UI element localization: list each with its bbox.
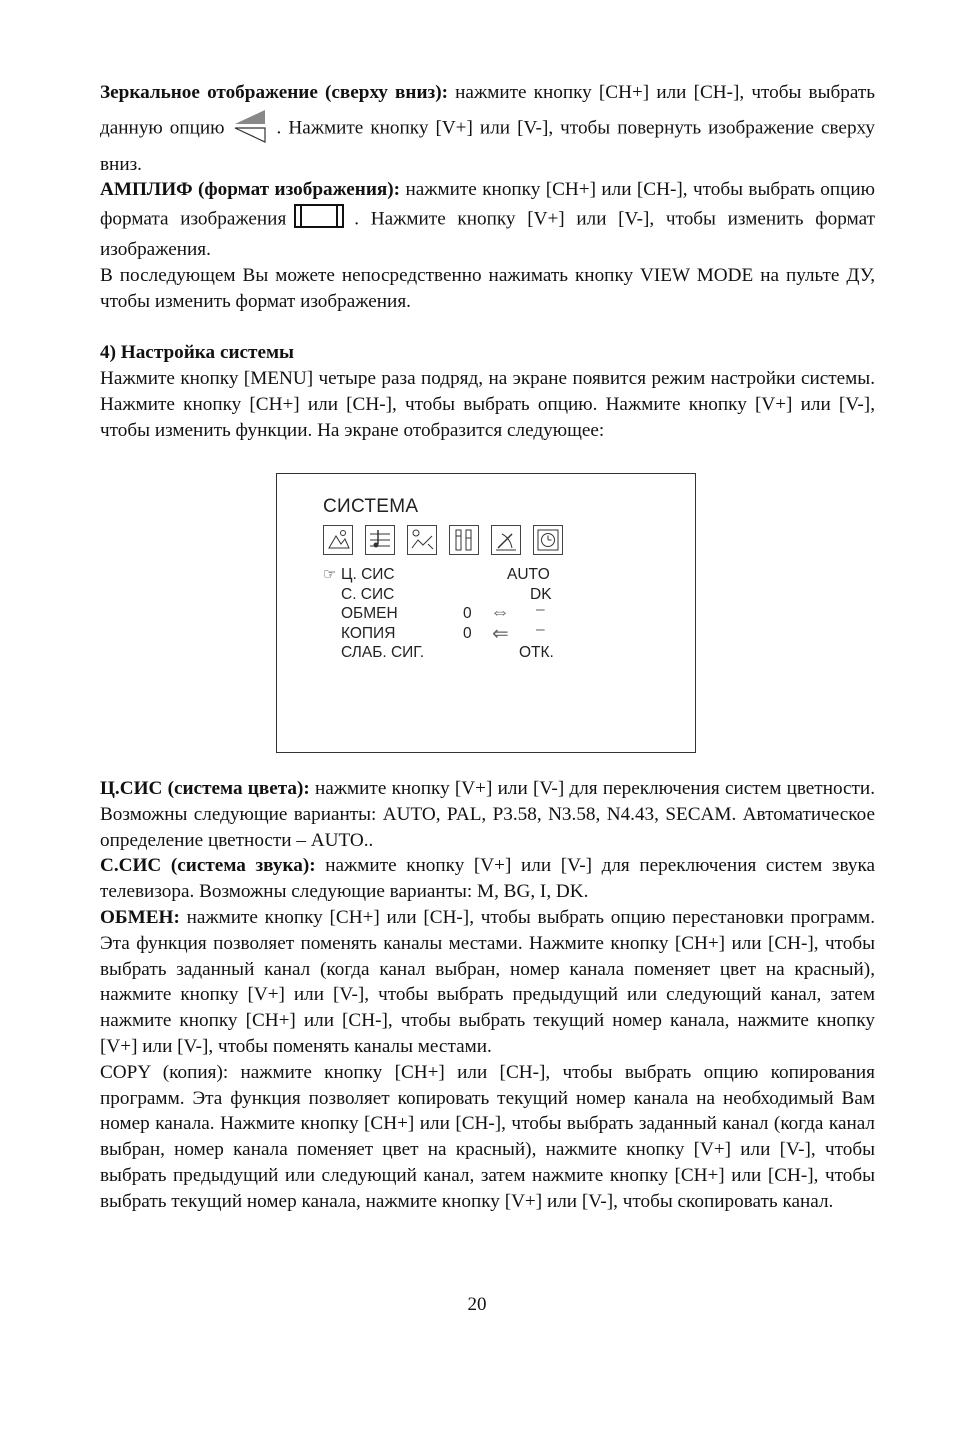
pointer-icon: ☞: [323, 566, 337, 583]
osd-row-value: AUTO: [507, 566, 550, 583]
channel-icon: [491, 525, 521, 555]
osd-title: СИСТЕМА: [323, 496, 419, 517]
text: нажмите кнопку [CH+] или [CH-], чтобы выбрать данную опцию: [100, 82, 875, 139]
osd-row-dash: –: [536, 601, 545, 618]
paragraph-aspect: [100, 177, 875, 262]
osd-row-number: 0: [463, 605, 472, 622]
paragraph-copy: COPY (копия): нажмите кнопку [CH+] или [CH-], чтобы выбрать опцию копирования программ. Эта функция позволяет копировать текущий номер канала на необходимый Вам номер канала. Нажмите кнопку [CH+] или [CH-], чтобы выбрать заданный канал (когда канал выбран, номер канала поменяет цвет на красный), нажмите кнопку [V+] или [V-], чтобы выбрать предыдущий или следующий канал, затем нажмите кнопку [CH+] или [CH-], чтобы выбрать текущий номер канала, нажмите кнопку [V+] или [V-], чтобы скопировать канал.: [100, 1061, 875, 1212]
osd-row-label: ОБМЕН: [341, 605, 398, 622]
osd-row-label: С. СИС: [341, 586, 395, 603]
paragraph-swap: [100, 905, 875, 1060]
paragraph-color-system: [100, 776, 875, 853]
osd-row-value: DK: [530, 586, 552, 603]
page-number: 20: [467, 1294, 487, 1315]
aspect-ratio-icon: [292, 203, 348, 237]
paragraph-mirror: [100, 80, 875, 177]
osd-system-menu: [276, 473, 696, 753]
text: нажмите кнопку [V+] или [V-] для переключения систем звука телевизора. Возможны следующие варианты: M, BG, I, DK.: [100, 855, 875, 903]
section-title: 4) Настройка системы: [100, 342, 295, 364]
term-sound-system: С.СИС (система звука):: [100, 855, 316, 877]
text: нажмите кнопку [CH+] или [CH-], чтобы выбрать опцию формата изображения: [100, 179, 875, 230]
paragraph-sound-system: [100, 853, 875, 905]
picture-icon: [323, 525, 353, 555]
osd-row-label: Ц. СИС: [341, 566, 395, 583]
paragraph-view-mode: В последующем Вы можете непосредственно нажимать кнопку VIEW MODE на пульте ДУ, чтобы изменить формат изображения.: [100, 264, 875, 312]
bottom-text: [100, 776, 875, 1215]
osd-row-label: КОПИЯ: [341, 625, 396, 642]
system-icon: [449, 525, 479, 555]
clock-icon: [533, 525, 563, 555]
osd-row-number: 0: [463, 625, 472, 642]
term-aspect: АМПЛИФ (формат изображения):: [100, 179, 401, 201]
swap-arrow-icon: ⇔: [490, 601, 510, 623]
text: . Нажмите кнопку [V+] или [V-], чтобы изменить формат изображения.: [100, 208, 875, 260]
term-mirror: Зеркальное отображение (сверху вниз):: [100, 82, 449, 103]
term-swap: ОБМЕН:: [100, 906, 180, 928]
text: нажмите кнопку [CH+] или [CH-], чтобы выбрать опцию перестановки программ. Эта функция позволяет поменять каналы местами. Нажмите кнопку [CH+] или [CH-], чтобы выбрать заданный канал (когда канал выбран, номер канала поменяет цвет на красный), нажмите кнопку [V+] или [V-], чтобы выбрать предыдущий или следующий канал, затем нажмите кнопку [CH+] или [CH-], чтобы выбрать текущий номер канала, нажмите кнопку [V+] или [V-], чтобы поменять каналы местами.: [100, 906, 875, 1057]
function-icon: [407, 525, 437, 555]
paragraph-menu: Нажмите кнопку [MENU] четыре раза подряд, на экране появится режим настройки системы. Нажмите кнопку [CH+] или [CH-], чтобы выбрать опцию. Нажмите кнопку [V+] или [V-], чтобы изменить функции. На экране отобразится следующее:: [100, 368, 875, 441]
sound-icon: [365, 525, 395, 555]
osd-row-value: ОТК.: [519, 644, 554, 661]
text: нажмите кнопку [V+] или [V-] для переключения систем цветности. Возможны следующие варианты: AUTO, PAL, P3.58, N3.58, N4.43, SECAM. Автоматическое определение цветности – AUTO..: [100, 778, 875, 851]
osd-row-dash: –: [536, 621, 545, 638]
copy-arrow-icon: ⇐: [492, 623, 509, 645]
top-text: [100, 80, 875, 444]
term-color-system: Ц.СИС (система цвета):: [100, 778, 310, 799]
triangle-mirror-icon: [231, 106, 271, 152]
osd-row-label: СЛАБ. СИГ.: [341, 644, 425, 661]
text: . Нажмите кнопку [V+] или [V-], чтобы повернуть изображение сверху вниз.: [100, 117, 875, 175]
osd-icon-row: [323, 525, 563, 555]
